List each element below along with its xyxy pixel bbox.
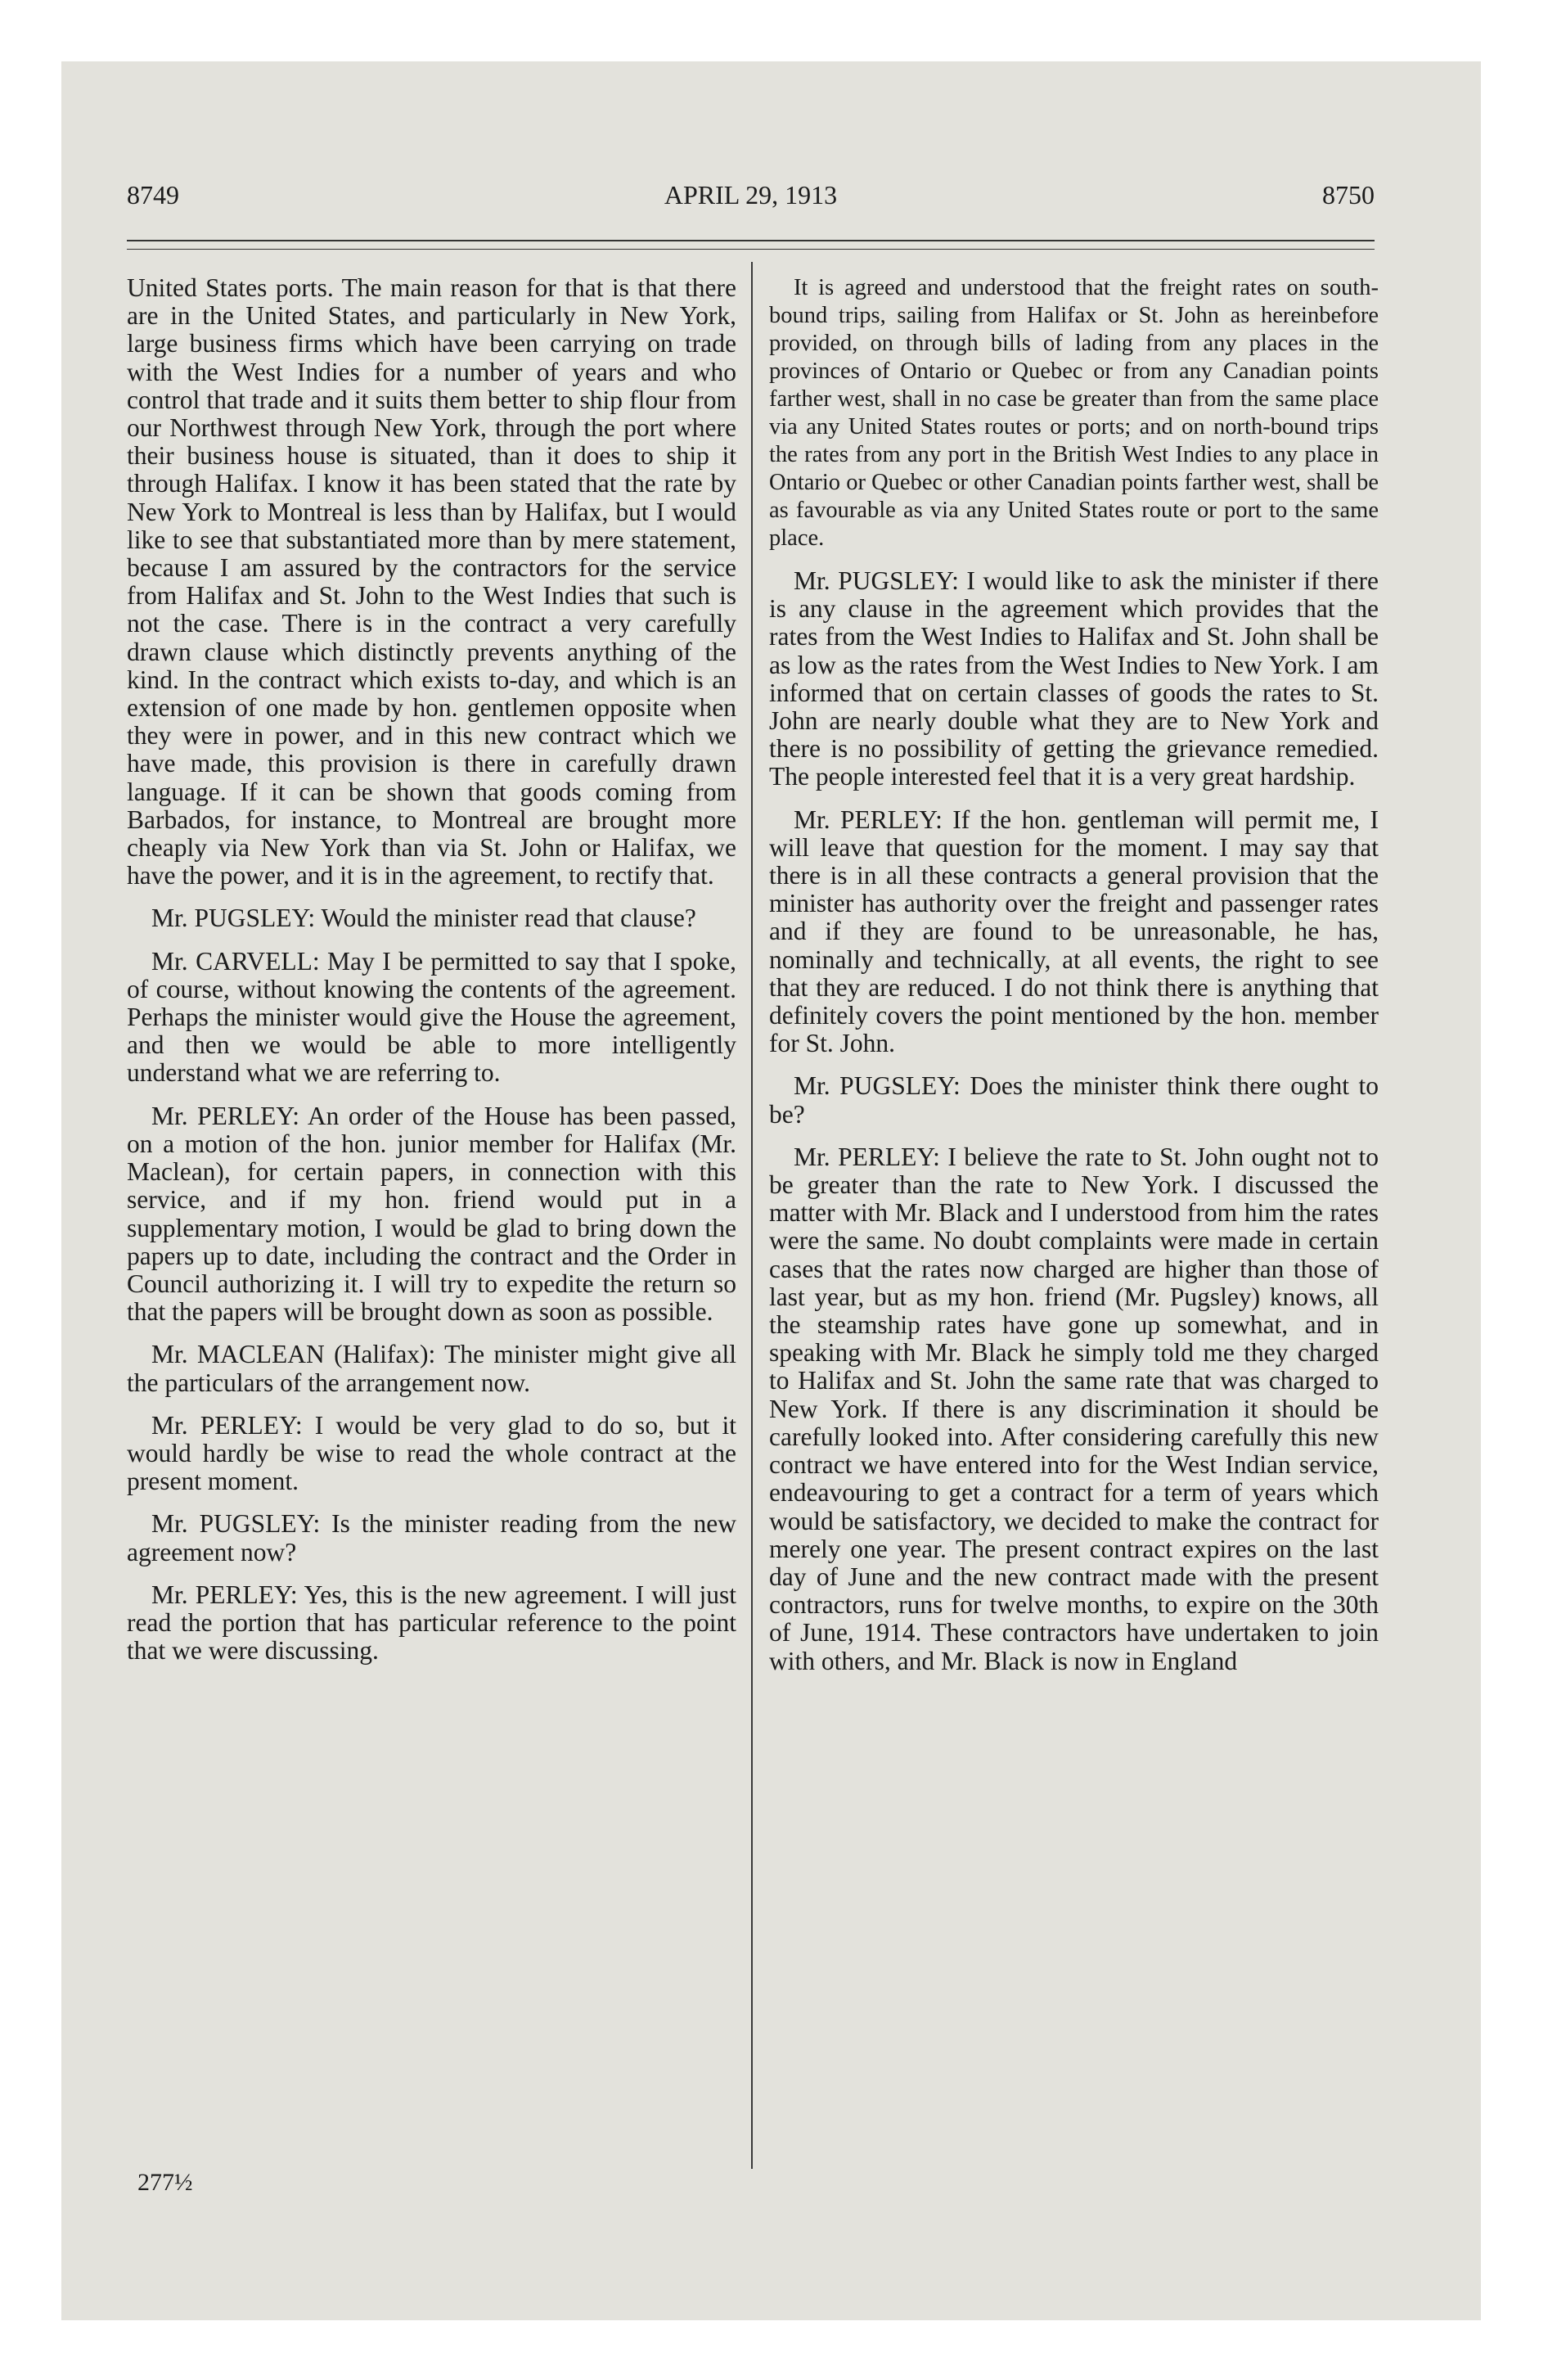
header-rule-thick: [127, 240, 1375, 241]
paragraph: United States ports. The main reason for that is that there are in the United States, and particularly in New York, large business firms which have been carrying on trade with the West Indies for a number of years and who control that trade and it suits them better to ship flour from our Northwest through New York, through the port where their business house is situated, than it does to ship it through Halifax. I know it has been stated that the rate by New York to Montreal is less than by Halifax, but I would like to see that substantiated more than by mere statement, because I am assured by the contractors for the service from Halifax and St. John to the West Indies that such is not the case. There is in the contract a very carefully drawn clause which distinctly prevents anything of the kind. In the contract which exists to-day, and which is an extension of one made by hon. gentlemen opposite when they were in power, and in this new contract which we have made, this provision is there in carefully drawn language. If it can be shown that goods coming from Barbados, for instance, to Montreal are brought more cheaply via New York than via St. John or Halifax, we have the power, and it is in the agreement, to rectify that.: [127, 273, 736, 890]
paragraph: Mr. PERLEY: I would be very glad to do so, but it would hardly be wise to read the whole contract at the present moment.: [127, 1410, 736, 1496]
paragraph: Mr. PERLEY: I believe the rate to St. John ought not to be greater than the rate to New York. I discussed the matter with Mr. Black and I understood from him the rates were the same. No doubt complaints were made in certain cases that the rates now charged are higher than those of last year, but as my hon. friend (Mr. Pugsley) knows, all the steamship rates have gone up somewhat, and in speaking with Mr. Black he simply told me they charged to Halifax and St. John the same rate that was charged to New York. If there is any discrimination it should be carefully looked into. After considering carefully this new contract we have entered into for the West Indian service, endeavouring to get a contract for a term of years which would be satisfactory, we decided to make the contract for merely one year. The present contract expires on the last day of June and the new contract made with the present contractors, runs for twelve months, to expire on the 30th of June, 1914. These contractors have undertaken to join with others, and Mr. Black is now in England: [769, 1142, 1379, 1675]
quoted-clause: It is agreed and understood that the freight rates on south-bound trips, sailing from Halifax or St. John as hereinbefore provided, on through bills of lading from any places in the provinces of Ontario or Quebec or from any Canadian points farther west, shall in no case be greater than from the same place via any United States routes or ports; and on north-bound trips the rates from any port in the British West Indies to any place in Ontario or Quebec or other Canadian points farther west, shall be as favourable as via any United States route or port to the same place.: [769, 275, 1379, 551]
paragraph: Mr. CARVELL: May I be permitted to say that I spoke, of course, without knowing the contents of the agreement. Perhaps the minister would give the House the agreement, and then we would be able to more intelligently understand what we are referring to.: [127, 946, 736, 1088]
paragraph: Mr. PUGSLEY: Does the minister think there ought to be?: [769, 1071, 1379, 1129]
header-rule-thin: [127, 249, 1375, 250]
paragraph: Mr. PUGSLEY: Would the minister read that clause?: [151, 904, 696, 933]
column-divider: [751, 262, 753, 2169]
page-header: [127, 180, 1375, 219]
page-number-right: 8750: [1322, 180, 1375, 210]
page-number-left: 8749: [127, 180, 179, 210]
header-date: APRIL 29, 1913: [664, 180, 838, 210]
paragraph: Mr. PERLEY: If the hon. gentleman will permit me, I will leave that question for the moment. I may say that there is in all these contracts a general provision that the minister has authority over the freight and passenger rates and if they are found to be unreasonable, he has, nominally and technically, at all events, the right to see that they are reduced. I do not think there is anything that definitely covers the point mentioned by the hon. member for St. John.: [769, 805, 1379, 1058]
paragraph: Mr. PERLEY: Yes, this is the new agreement. I will just read the portion that has particular reference to the point that we were discussing.: [127, 1580, 736, 1666]
left-column: [127, 274, 736, 1679]
paragraph: Mr. PUGSLEY: I would like to ask the minister if there is any clause in the agreement which provides that the rates from the West Indies to Halifax and St. John shall be as low as the rates from the West Indies to New York. I am informed that on certain classes of goods the rates to St. John are nearly double what they are to New York and there is no possibility of getting the grievance remedied. The people interested feel that it is a very great hardship.: [769, 566, 1379, 791]
paragraph: Mr. PERLEY: An order of the House has been passed, on a motion of the hon. junior member for Halifax (Mr. Maclean), for certain papers, in connection with this service, and if my hon. friend would put in a supplementary motion, I would be glad to bring down the papers up to date, including the contract and the Order in Council authorizing it. I will try to expedite the return so that the papers will be brought down as soon as possible.: [127, 1101, 736, 1327]
paragraph: Mr. PUGSLEY: Is the minister reading from the new agreement now?: [127, 1509, 736, 1566]
signature-mark: 277½: [137, 2169, 193, 2196]
paragraph: Mr. MACLEAN (Halifax): The minister might give all the particulars of the arrangement now.: [127, 1340, 736, 1397]
right-column: [769, 274, 1379, 1690]
